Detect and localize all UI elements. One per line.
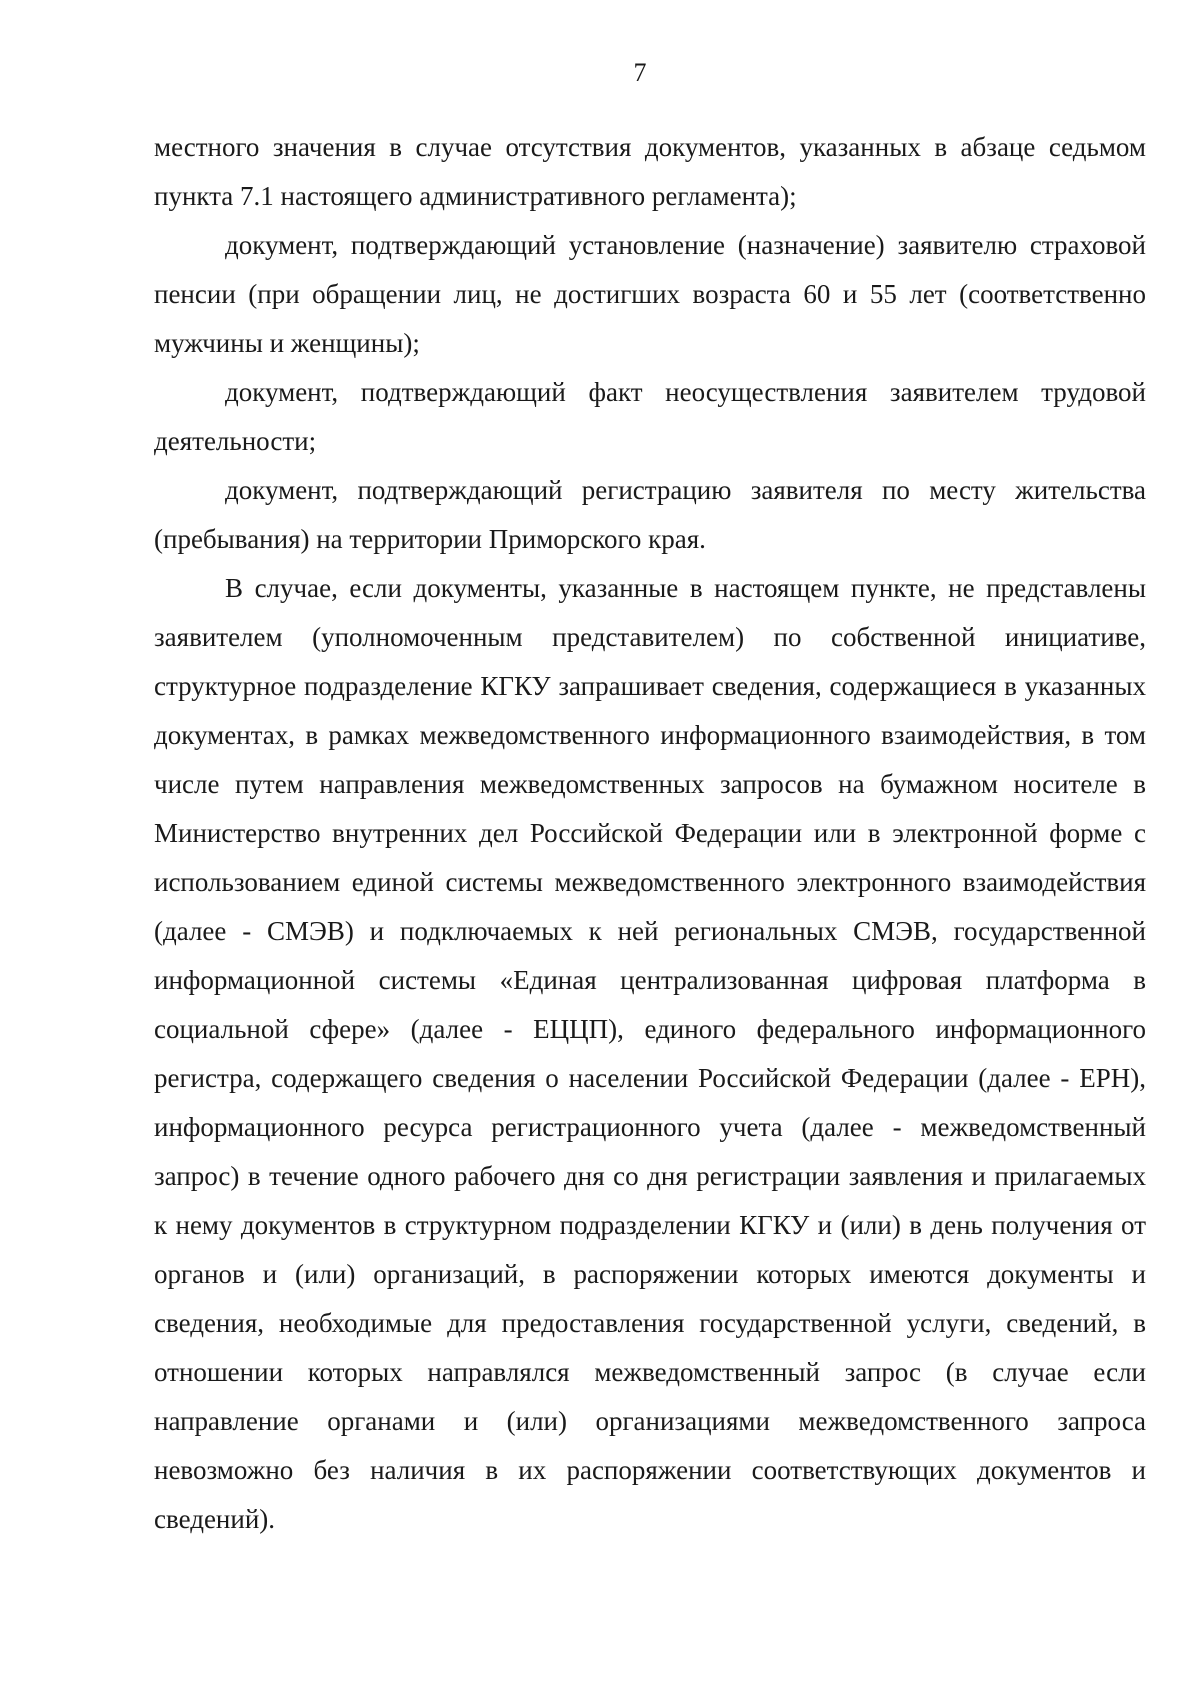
paragraph-pension-document: документ, подтверждающий установление (назначение) заявителю страховой пенсии (при обращении лиц, не достигших возраста 60 и 55 лет (соответственно мужчины и женщины);: [154, 230, 1146, 358]
document-body: [154, 123, 1146, 1544]
paragraph-registration-document: документ, подтверждающий регистрацию заявителя по месту жительства (пребывания) на территории Приморского края.: [154, 475, 1146, 554]
paragraph-interagency-request: В случае, если документы, указанные в настоящем пункте, не представлены заявителем (уполномоченным представителем) по собственной инициативе, структурное подразделение КГКУ запрашивает сведения, содержащиеся в указанных документах, в рамках межведомственного информационного взаимодействия, в том числе путем направления межведомственных запросов на бумажном носителе в Министерство внутренних дел Российской Федерации или в электронной форме с использованием единой системы межведомственного электронного взаимодействия (далее - СМЭВ) и подключаемых к ней региональных СМЭВ, государственной информационной системы «Единая централизованная цифровая платформа в социальной сфере» (далее - ЕЦЦП), единого федерального информационного регистра, содержащего сведения о населении Российской Федерации (далее - ЕРН), информационного ресурса регистрационного учета (далее - межведомственный запрос) в течение одного рабочего дня со дня регистрации заявления и прилагаемых к нему документов в структурном подразделении КГКУ и (или) в день получения от органов и (или) организаций, в распоряжении которых имеются документы и сведения, необходимые для предоставления государственной услуги, сведений, в отношении которых направлялся межведомственный запрос (в случае если направление органами и (или) организациями межведомственного запроса невозможно без наличия в их распоряжении соответствующих документов и сведений).: [154, 573, 1146, 1534]
paragraph-no-employment-document: документ, подтверждающий факт неосуществления заявителем трудовой деятельности;: [154, 377, 1146, 456]
page-number: 7: [633, 58, 647, 87]
paragraph-continuation: местного значения в случае отсутствия документов, указанных в абзаце седьмом пункта 7.1 настоящего административного регламента);: [154, 132, 1146, 211]
